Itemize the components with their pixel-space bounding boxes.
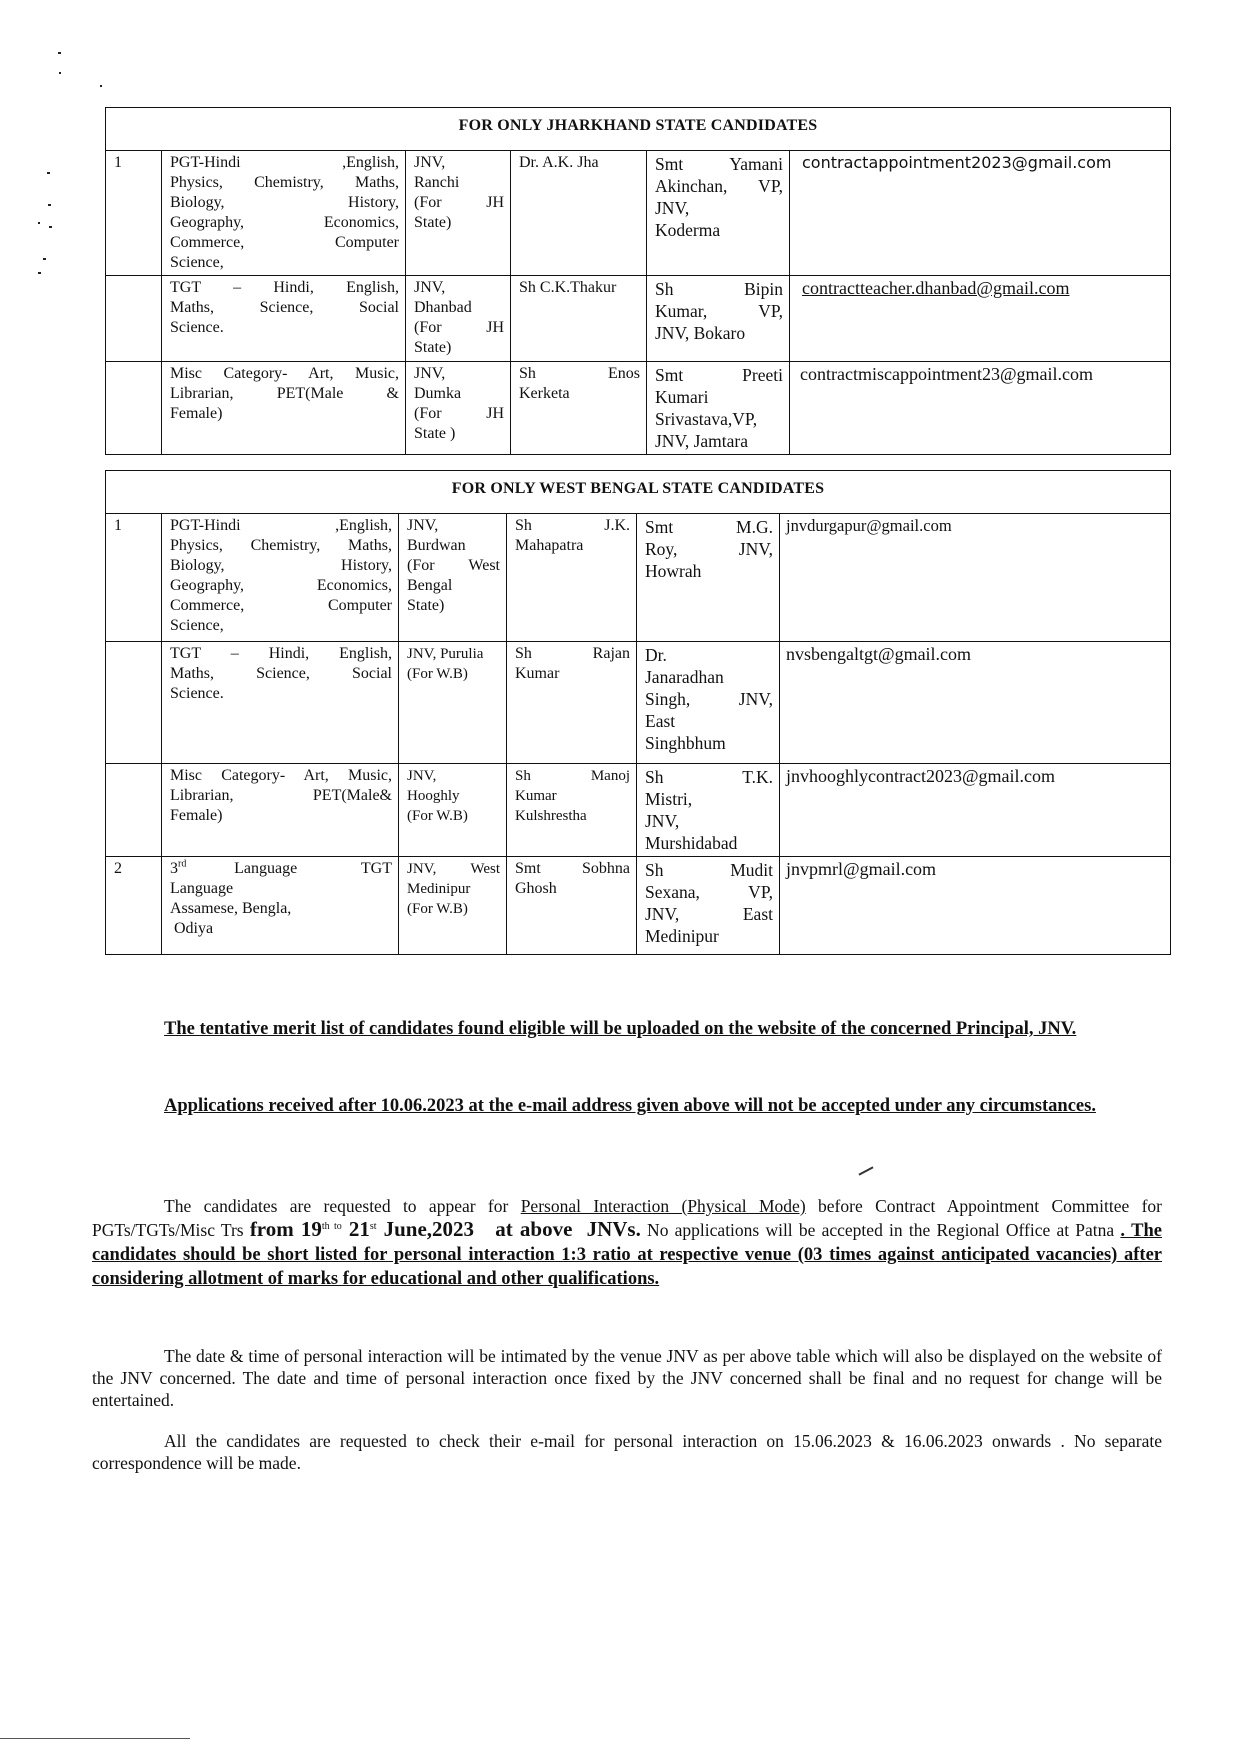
member-line: Kumari [655,387,709,407]
chairman-cell [507,642,637,764]
email-cell [780,764,1171,857]
email-address[interactable]: jnvpmrl@gmail.com [786,859,937,879]
post-line: Language [170,880,234,897]
table-row [106,642,1171,764]
email-cell [780,642,1171,764]
post-line: Maths, Science, Social [170,665,392,682]
venue-line: JNV, [414,154,446,171]
venue-line: JNV, [414,279,446,296]
ordinal-number: 3 [170,860,178,877]
venue-line: (For West [407,557,500,574]
email-cell [790,276,1171,362]
venue-line: (For W.B) [407,666,468,682]
jharkhand-table [105,107,1171,455]
interaction-text: The candidates are requested to appear for [164,1196,521,1216]
venue-line: Medinipur [407,881,471,897]
member-line: Roy, JNV, [645,539,773,559]
post-cell [162,362,406,455]
chairman-cell: Sh C.K.Thakur [511,276,647,362]
venue-line: JNV, Purulia [407,646,484,662]
post-line: Biology, History, [170,194,399,211]
post-line: Science. [170,319,224,336]
email-address[interactable]: jnvdurgapur@gmail.com [786,516,952,535]
email-address[interactable]: contractappointment2023@gmail.com [802,153,1112,172]
post-cell [162,764,399,857]
ordinal-suffix: rd [178,858,187,870]
member-line: Srivastava,VP, [655,409,758,429]
post-cell [162,642,399,764]
member-line: Singh, JNV, [645,689,773,709]
member-line: Medinipur [645,926,719,946]
merit-list-notice [92,1018,1162,1041]
physical-mode-text: Personal Interaction (Physical Mode) [520,1196,806,1216]
venue-line: (For W.B) [407,808,468,824]
member-line: Janaradhan [645,667,724,687]
member-line: Dr. [645,645,667,665]
member-line: Howrah [645,561,702,581]
serial-number [106,642,162,764]
post-line: Biology, History, [170,557,392,574]
member-line: Smt Yamani [655,154,783,174]
chairman-line: Smt Sobhna [515,860,630,877]
chairman-line: Sh Manoj [515,768,630,784]
post-line: Physics, Chemistry, Maths, [170,174,399,191]
member-line: Sh Mudit [645,860,773,880]
member-line: JNV, Jamtara [655,431,748,451]
post-line: Assamese, Bengla, [170,900,292,917]
post-line: Commerce, Computer [170,234,399,251]
member-line: East [645,711,676,731]
venue-line: State) [414,339,452,356]
member-line: Akinchan, VP, [655,176,783,196]
member-line: Sh T.K. [645,767,773,787]
date-from: from 19 [249,1217,322,1241]
table-row [106,276,1171,362]
venue-line: Dumka [414,385,462,402]
serial-number [106,764,162,857]
chairman-cell [511,362,647,455]
deadline-notice [92,1095,1162,1118]
venue-line: Dhanbad [414,299,472,316]
post-line: Odiya [170,920,214,937]
merit-list-text: The tentative merit list of candidates found eligible will be uploaded on the website of the concerned Principal, JNV. [164,1019,1077,1039]
chairman-line: Sh Rajan [515,645,630,662]
date-time-notice [92,1345,1162,1411]
member-cell [637,764,780,857]
serial-number [106,276,162,362]
check-email-notice [92,1430,1162,1474]
deadline-text: Applications received after 10.06.2023 at the e-mail address given above will not be accepted under any circumstances. [164,1096,1096,1116]
serial-number [106,362,162,455]
member-line: JNV, [655,198,690,218]
member-cell [637,857,780,955]
post-line: Misc Category- Art, Music, [170,767,392,784]
email-address[interactable]: contractmiscappointment23@gmail.com [800,364,1094,384]
venue-cell [406,276,511,362]
interaction-text: before Contract Appointment Committee for PGTs/TGTs/Misc Trs [92,1196,1162,1240]
member-line: JNV, East [645,904,773,924]
table-row [106,764,1171,857]
check-email-text: All the candidates are requested to check their e-mail for personal interaction on 15.06.2023 & 16.06.2023 onwards . No separate correspondence will be made. [92,1431,1162,1473]
venue-line: Burdwan [407,537,466,554]
member-cell [647,151,790,276]
post-line [170,859,392,879]
chairman-cell: Dr. A.K. Jha [511,151,647,276]
table-row [106,362,1171,455]
venue-line: Bengal [407,577,453,594]
chairman-cell [507,514,637,642]
post-line: Geography, Economics, [170,214,399,231]
table-row [106,514,1171,642]
venue-line: State) [414,214,452,231]
chairman-line: Kerketa [519,385,570,402]
date-to-suffix: st [369,1221,377,1233]
email-address[interactable]: nvsbengaltgt@gmail.com [786,644,972,664]
member-cell [637,514,780,642]
table-row [106,151,1171,276]
section-heading-row [106,108,1171,151]
post-line: Science, [170,254,224,271]
post-line: Science, [170,617,224,634]
venue-line: (For JH [414,405,504,422]
email-address[interactable]: jnvhooghlycontract2023@gmail.com [786,766,1056,786]
member-line: Koderma [655,220,721,240]
post-line-rest: Language TGT [234,860,392,877]
west-bengal-table [105,470,1171,955]
venue-line: (For JH [414,319,504,336]
pen-mark [858,1166,873,1175]
chairman-line: Kumar [515,788,557,804]
member-line: Sexana, VP, [645,882,773,902]
venue-cell [399,642,507,764]
date-time-text: The date & time of personal interaction will be intimated by the venue JNV as per above table which will also be displayed on the website of the JNV concerned. The date and time of personal interaction once fixed by the JNV concerned shall be final and no request for change will be entertained. [92,1346,1162,1410]
venue-line: JNV, [407,517,439,534]
post-line: TGT – Hindi, English, [170,645,392,662]
chairman-line: Kumar [515,665,560,682]
post-cell [162,514,399,642]
venue-line: (For JH [414,194,504,211]
venue-cell [406,151,511,276]
footer-line [0,1738,190,1739]
shortlist-text: . The candidates should be short listed for personal interaction 1:3 ratio at respective venue (03 times against anticipated vacancies) after considering allotment of marks for educational and other qualifications. [92,1221,1162,1289]
venue-cell [399,764,507,857]
member-cell [637,642,780,764]
post-line: Commerce, Computer [170,597,392,614]
venue-line: Hooghly [407,788,460,804]
interaction-text: No applications will be accepted in the Regional Office at Patna [640,1220,1121,1240]
venue-cell [406,362,511,455]
venue-line: JNV, [414,365,446,382]
venue-line: (For W.B) [407,901,468,917]
venue-cell [399,514,507,642]
member-line: Mistri, [645,789,693,809]
email-cell [790,151,1171,276]
email-cell [790,362,1171,455]
post-line: Female) [170,807,223,824]
email-address[interactable]: contractteacher.dhanbad@gmail.com [802,278,1070,298]
post-line: Female) [170,405,223,422]
chairman-line: Sh Enos [519,365,640,382]
member-line: Smt M.G. [645,517,773,537]
venue-cell [399,857,507,955]
venue-line: JNV, [407,768,437,784]
table-row [106,857,1171,955]
post-cell [162,151,406,276]
post-line: PGT-Hindi ,English, [170,154,399,171]
chairman-line: Ghosh [515,880,557,897]
venue-line: State) [407,597,445,614]
member-line: Singhbhum [645,733,726,753]
post-line: Misc Category- Art, Music, [170,365,399,382]
member-line: JNV, Bokaro [655,323,746,343]
post-line: Maths, Science, Social [170,299,399,316]
serial-number: 1 [106,151,162,276]
member-line: Sh Bipin [655,279,783,299]
section-heading: FOR ONLY WEST BENGAL STATE CANDIDATES [106,471,1171,514]
email-cell [780,857,1171,955]
chairman-cell [507,764,637,857]
member-line: Smt Preeti [655,365,783,385]
date-end: June,2023 at above JNVs. [376,1217,641,1241]
date-from-suffix: th to [321,1221,342,1233]
date-to: 21 [341,1217,370,1241]
post-line: PGT-Hindi ,English, [170,517,392,534]
chairman-cell [507,857,637,955]
post-line: Librarian, PET(Male & [170,385,399,402]
member-line: Kumar, VP, [655,301,783,321]
chairman-line: Sh J.K. [515,517,630,534]
email-cell [780,514,1171,642]
venue-line: State ) [414,425,456,442]
member-cell [647,276,790,362]
post-line: Librarian, PET(Male& [170,787,392,804]
post-line: Science. [170,685,224,702]
chairman-line: Mahapatra [515,537,584,554]
post-line: Physics, Chemistry, Maths, [170,537,392,554]
post-line: TGT – Hindi, English, [170,279,399,296]
member-line: Murshidabad [645,833,738,853]
member-line: JNV, [645,811,680,831]
venue-line: Ranchi [414,174,460,191]
member-cell [647,362,790,455]
chairman-line: Kulshrestha [515,808,587,824]
venue-line: JNV, West [407,861,500,877]
section-heading-row [106,471,1171,514]
post-line: Geography, Economics, [170,577,392,594]
interaction-notice [92,1195,1162,1291]
post-cell [162,857,399,955]
serial-number: 1 [106,514,162,642]
serial-number: 2 [106,857,162,955]
post-cell [162,276,406,362]
section-heading: FOR ONLY JHARKHAND STATE CANDIDATES [106,108,1171,151]
